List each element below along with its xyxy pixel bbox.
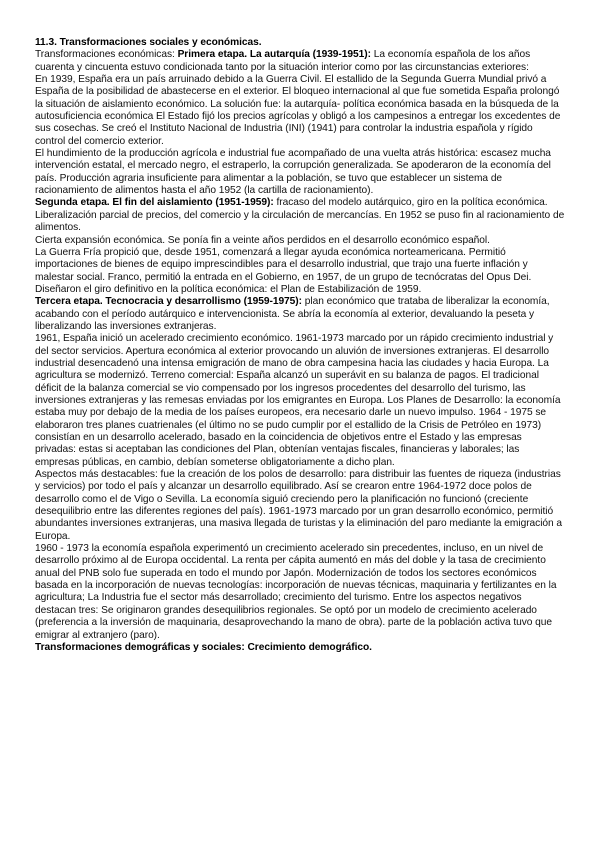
paragraph-1960-1973: 1960 - 1973 la economía española experimentó un crecimiento acelerado sin precedentes, incluso, en un nivel de desarrollo próximo al de Europa occidental. La renta per cápita aumentó en más del doble y la tasa de crecimiento anual del PNB solo fue superada en todo el mundo por Japón. Modernización de todos los sectores económicos basada en la incorporación de nuevas tecnologías: incorporación de nuevas técnicas, maquinaria y fertilizantes en la agricultura; La Industria fue el sector más desarrollado; crecimiento del turismo. Entre los aspectos negativos destacan tres: Se originaron grandes desequilibrios regionales. Se optó por un modelo de crecimiento acelerado (preferencia a la inversión de maquinaria, desaprovechando la mano de obra). parte de la población activa tuvo que emigrar al extranjero (paro). [35,543,557,641]
paragraph-aspectos: Aspectos más destacables: fue la creación de los polos de desarrollo: para distribuir las fuentes de riqueza (industrias y servicios) por todo el país y alcanzar un desarrollo equilibrado. Así se crearon entre 1964-1972 doce polos de desarrollo como el de Vigo o Sevilla. La economía siguió creciendo pero la planificación no funcionó (creciente desequilibrio entre las diferentes regiones del país). 1961-1973 marcado por un gran desarrollo económico, permitió abundantes inversiones extranjeras, una masiva llegada de turistas y la eliminación del paro mediante la emigración a Europa. [35,469,563,542]
stage-2-paragraph [35,197,565,234]
paragraph-hundimiento: El hundimiento de la producción agrícola e industrial fue acompañado de una vuelta atrás histórica: escasez mucha intervención estatal, el mercado negro, el estraperlo, la corrupción generalizada. Se apoderaron de la economía del país. Producción agraria insuficiente para alimentar a la población, se tuvo que establecer un sistema de racionamiento de alimentos hasta el año 1952 (la cartilla de racionamiento). [35,148,551,197]
stage-2-text: fracaso del modelo autárquico, giro en la política económica. Liberalización parcial de precios, del comercio y la circulación de mercancías. En 1952 se puso fin al racionamiento de alimentos. [35,197,565,234]
paragraph-1939: En 1939, España era un país arruinado debido a la Guerra Civil. El estallido de la Segunda Guerra Mundial privó a España de la posibilidad de abastecerse en el exterior. El bloqueo internacional al que fue sometida España prolongó la situación de aislamiento económico. La solución fue: la autarquía- política económica basada en la búsqueda de la autosuficiencia económica El Estado fijó los precios agrícolas y obligó a los campesinos a entregar los excedentes de sus cosechas. Se creó el Instituto Nacional de Industria (INI) (1941) para controlar la industria española y rígido control del comercio exterior. [35,74,561,147]
intro-lead: Transformaciones económicas: [35,49,178,61]
paragraph-expansion: Cierta expansión económica. Se ponía fin a veinte años perdidos en el desarrollo económico español. [35,234,490,246]
stage-3-heading: Tercera etapa. Tecnocracia y desarrollismo (1959-1975): [35,296,302,308]
stage-3-paragraph [35,296,565,333]
intro-paragraph [35,49,565,74]
paragraph-1961: 1961, España inició un acelerado crecimiento económico. 1961-1973 marcado por un rápido crecimiento industrial y del sector servicios. Apertura económica al exterior provocando un aluvión de inversiones extranjeras. El desarrollo industrial desencadenó una intensa emigración de mano de obra campesina hacia las ciudades y hacia Europa. La agricultura se modernizó. Terreno comercial: España alcanzó un superávit en su balanza de pagos. El tradicional déficit de la balanza comercial se vio compensado por los ingresos procedentes del desarrollo del turismo, las inversiones extranjeras y las remesas enviadas por los emigrantes en Europa. Los Planes de Desarrollo: la economía estaba muy por debajo de la media de los países europeos, era necesario darle un nuevo impulso. 1964 - 1975 se elaboraron tres planes cuatrienales (el último no se pudo cumplir por el estallido de la Crisis de Petróleo en 1973) consistían en un desarrollo acelerado, basado en la coincidencia de objetivos entre el Estado y las empresas privadas: estas si aceptaban las condiciones del Plan, obtenían ventajas fiscales, financieras y laborales; las empresas públicas, en cambio, debían someterse obligatoriamente a dicho plan. [35,333,561,468]
paragraph-guerra-fria: La Guerra Fría propició que, desde 1951, comenzará a llegar ayuda económica norteamericana. Permitió importaciones de bienes de equipo imprescindibles para el desarrollo industrial, que trajo una fuerte inflación y malestar social. Franco, permitió la entrada en el Gobierno, en 1957, de un grupo de tecnócratas del Opus Dei. Diseñaron el giro definitivo en la política económica: el Plan de Estabilización de 1959. [35,246,532,295]
stage-1-heading: Primera etapa. La autarquía (1939-1951): [177,49,371,61]
section-title: 11.3. Transformaciones sociales y económicas. [35,37,262,48]
stage-3-text: plan económico que trataba de liberalizar la economía, acabando con el período autárquico e intervencionista. Se abría la economía al exterior, devaluando la peseta y liberalizando las inversiones extranjeras. [35,296,550,332]
closing-heading: Transformaciones demográficas y sociales: Crecimiento demográfico. [35,641,372,653]
stage-2-heading: Segunda etapa. El fin del aislamiento (1951-1959): [35,197,274,209]
document-page [35,37,565,654]
intro-text: La economía española de los años cuarenta y cincuenta estuvo condicionada tanto por la situación interior como por las circunstancias exteriores: [35,49,531,73]
